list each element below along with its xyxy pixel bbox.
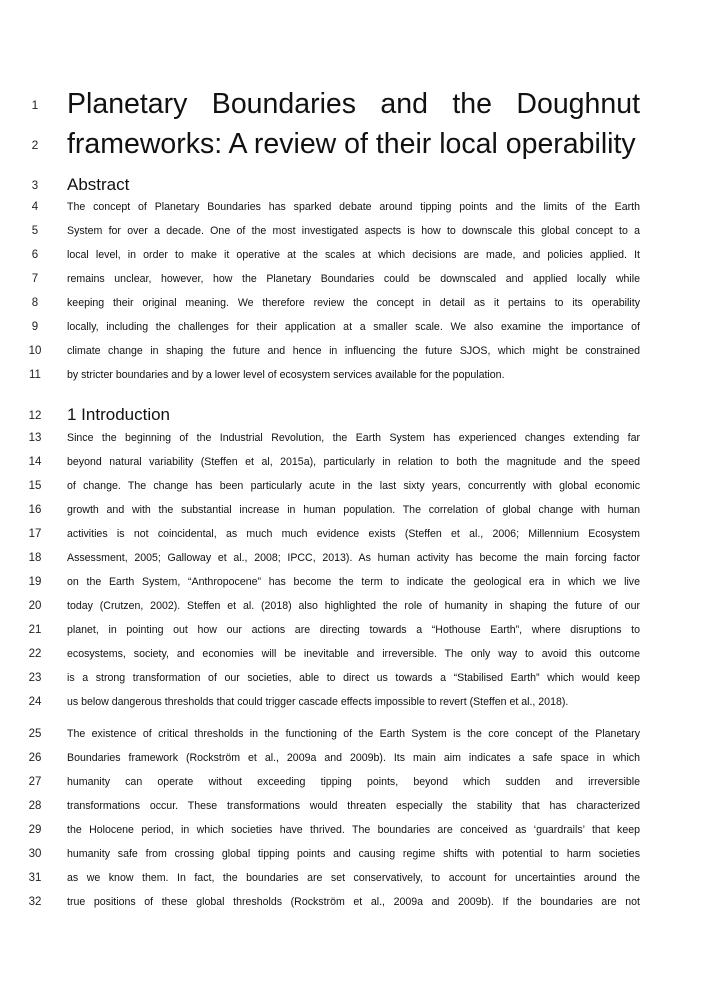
paper-title-line-1: Planetary Boundaries and the Doughnut (67, 88, 640, 120)
line-number: 4 (31, 201, 39, 213)
abstract-line: climate change in shaping the future and hence in influencing the future SJOS, which might be constrained (67, 345, 640, 357)
abstract-line: keeping their original meaning. We therefore review the concept in detail as it pertains to its operability (67, 297, 640, 309)
abstract-line: local level, in order to make it operative at the scales at which decisions are made, and policies applied. It (67, 249, 640, 261)
intro-para1-line: Since the beginning of the Industrial Revolution, the Earth System has experienced changes extending far (67, 432, 640, 444)
intro-para2-line: The existence of critical thresholds in the functioning of the Earth System is the core concept of the Planetary (67, 728, 640, 740)
line-number: 21 (28, 624, 42, 636)
intro-para2-line: transformations occur. These transformations would threaten especially the stability that has characterized (67, 800, 640, 812)
abstract-line: by stricter boundaries and by a lower level of ecosystem services available for the population. (67, 369, 505, 381)
line-number: 2 (31, 138, 39, 152)
abstract-line: System for over a decade. One of the most investigated aspects is how to downscale this global concept to a (67, 225, 640, 237)
intro-para2-line: humanity safe from crossing global tipping points and causing regime shifts with potential to harm societies (67, 848, 640, 860)
line-number: 27 (28, 776, 42, 788)
line-number: 3 (31, 180, 39, 192)
intro-para2-line: Boundaries framework (Rockström et al., 2009a and 2009b). Its main aim indicates a safe space in which (67, 752, 640, 764)
line-number: 19 (28, 576, 42, 588)
intro-para2-line: as we know them. In fact, the boundaries are set conservatively, to account for uncertainties around the (67, 872, 640, 884)
line-number: 6 (31, 249, 39, 261)
line-number: 7 (31, 273, 39, 285)
line-number: 31 (28, 872, 42, 884)
intro-para1-line: of change. The change has been particularly acute in the last sixty years, concurrently with global economic (67, 480, 640, 492)
line-number: 29 (28, 824, 42, 836)
line-number: 11 (29, 369, 41, 381)
intro-para1-line: ecosystems, society, and economies will be inevitable and irreversible. The only way to avoid this outcome (67, 648, 640, 660)
line-number: 18 (28, 552, 42, 564)
line-number: 20 (28, 600, 42, 612)
line-number: 9 (31, 321, 39, 333)
intro-para1-line: on the Earth System, “Anthropocene” has become the term to indicate the geological era in which we live (67, 576, 640, 588)
line-number: 22 (28, 648, 42, 660)
intro-para1-line: today (Crutzen, 2002). Steffen et al. (2018) also highlighted the role of humanity in shaping the future of our (67, 600, 640, 612)
line-number: 32 (28, 896, 42, 908)
abstract-heading: Abstract (67, 175, 130, 194)
paper-title-line-2: frameworks: A review of their local operability (67, 128, 636, 160)
intro-para2-line: the Holocene period, in which societies have thrived. The boundaries are conceived as ‘guardrails’ that keep (67, 824, 640, 836)
line-number: 13 (28, 432, 42, 444)
abstract-line: remains unclear, however, how the Planetary Boundaries could be downscaled and applied locally while (67, 273, 640, 285)
introduction-heading: 1 Introduction (67, 405, 171, 424)
intro-para2-line: humanity can operate without exceeding tipping points, beyond which sudden and irreversible (67, 776, 640, 788)
intro-para1-line: Assessment, 2005; Galloway et al., 2008; IPCC, 2013). As human activity has become the main forcing factor (67, 552, 640, 564)
line-number: 14 (28, 456, 42, 468)
line-number: 30 (28, 848, 42, 860)
line-number: 26 (28, 752, 42, 764)
line-number: 24 (28, 696, 42, 708)
line-number: 28 (28, 800, 42, 812)
intro-para1-line: beyond natural variability (Steffen et al, 2015a), particularly in relation to both the magnitude and the speed (67, 456, 640, 468)
abstract-line: The concept of Planetary Boundaries has sparked debate around tipping points and the limits of the Earth (67, 201, 640, 213)
intro-para1-line: planet, in pointing out how our actions are directing towards a “Hothouse Earth”, where disruptions to (67, 624, 640, 636)
line-number: 10 (28, 345, 42, 357)
intro-para1-line: is a strong transformation of our societies, able to direct us towards a “Stabilised Earth” which would keep (67, 672, 640, 684)
intro-para1-line: growth and with the substantial increase in human population. The correlation of global change with human (67, 504, 640, 516)
line-number: 16 (28, 504, 42, 516)
line-number: 17 (28, 528, 42, 540)
abstract-line: locally, including the challenges for their application at a smaller scale. We also examine the importance of (67, 321, 640, 333)
intro-para2-line: true positions of these global thresholds (Rockström et al., 2009a and 2009b). If the boundaries are not (67, 896, 640, 908)
line-number: 15 (28, 480, 42, 492)
line-number: 8 (31, 297, 39, 309)
line-number: 1 (31, 98, 39, 112)
line-number: 12 (28, 410, 42, 422)
line-number: 23 (28, 672, 42, 684)
line-number: 5 (31, 225, 39, 237)
intro-para1-line: activities is not coincidental, as much much evidence exists (Steffen et al., 2006; Millennium Ecosystem (67, 528, 640, 540)
line-number: 25 (28, 728, 42, 740)
intro-para1-line: us below dangerous thresholds that could trigger cascade effects impossible to revert (Steffen et al., 2018). (67, 696, 569, 708)
